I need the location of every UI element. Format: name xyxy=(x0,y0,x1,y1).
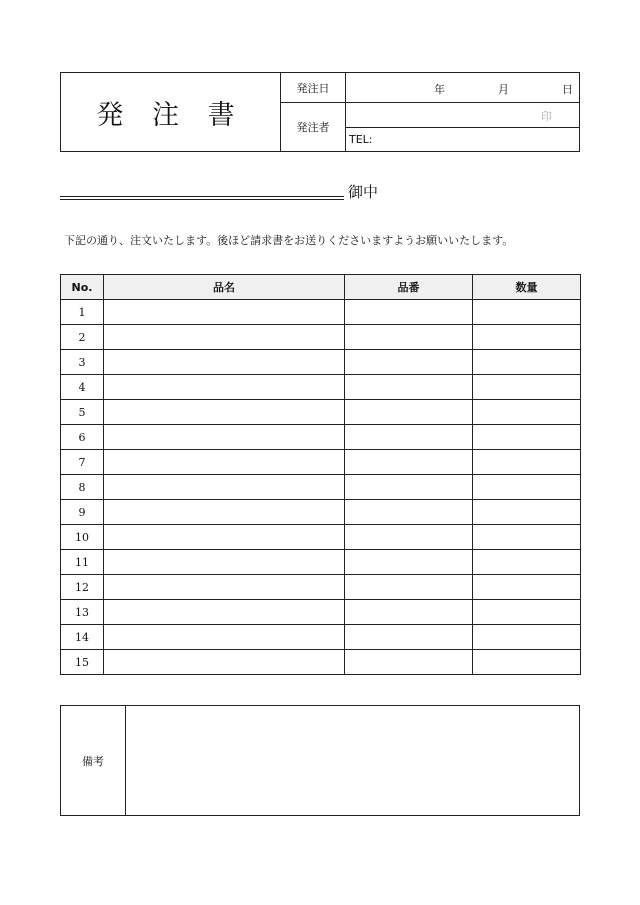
row-number: 3 xyxy=(61,350,104,375)
tel-field[interactable] xyxy=(346,128,579,151)
item-code-cell[interactable] xyxy=(345,625,473,650)
item-name-cell[interactable] xyxy=(104,575,345,600)
document-title: 発 注 書 xyxy=(61,73,281,151)
table-row xyxy=(61,375,581,400)
header-quantity: 数量 xyxy=(473,275,581,300)
item-name-cell[interactable] xyxy=(104,500,345,525)
item-code-cell[interactable] xyxy=(345,500,473,525)
item-code-cell[interactable] xyxy=(345,575,473,600)
item-name-cell[interactable] xyxy=(104,625,345,650)
order-date-field[interactable] xyxy=(346,73,579,103)
item-name-cell[interactable] xyxy=(104,650,345,675)
quantity-cell[interactable] xyxy=(473,400,581,425)
quantity-cell[interactable] xyxy=(473,600,581,625)
item-code-cell[interactable] xyxy=(345,400,473,425)
item-name-cell[interactable] xyxy=(104,450,345,475)
item-name-cell[interactable] xyxy=(104,300,345,325)
item-code-cell[interactable] xyxy=(345,375,473,400)
remarks-field[interactable] xyxy=(126,706,579,815)
item-name-cell[interactable] xyxy=(104,375,345,400)
table-row xyxy=(61,525,581,550)
quantity-cell[interactable] xyxy=(473,650,581,675)
row-number: 14 xyxy=(61,625,104,650)
item-name-cell[interactable] xyxy=(104,325,345,350)
item-name-cell[interactable] xyxy=(104,600,345,625)
table-row xyxy=(61,325,581,350)
intro-message: 下記の通り、注文いたします。後ほど請求書をお送りくださいますようお願いいたします。 xyxy=(64,234,514,247)
item-name-cell[interactable] xyxy=(104,525,345,550)
items-table-body xyxy=(61,300,581,675)
recipient-honorific: 御中 xyxy=(348,183,379,201)
quantity-cell[interactable] xyxy=(473,475,581,500)
quantity-cell[interactable] xyxy=(473,550,581,575)
quantity-cell[interactable] xyxy=(473,450,581,475)
quantity-cell[interactable] xyxy=(473,425,581,450)
seal-mark: 印 xyxy=(541,110,552,123)
quantity-cell[interactable] xyxy=(473,350,581,375)
table-row xyxy=(61,625,581,650)
item-name-cell[interactable] xyxy=(104,350,345,375)
item-code-cell[interactable] xyxy=(345,475,473,500)
header-labels xyxy=(281,73,346,151)
item-code-cell[interactable] xyxy=(345,425,473,450)
table-row xyxy=(61,575,581,600)
quantity-cell[interactable] xyxy=(473,300,581,325)
table-row xyxy=(61,475,581,500)
row-number: 7 xyxy=(61,450,104,475)
orderer-name-field[interactable] xyxy=(346,103,579,128)
table-row xyxy=(61,600,581,625)
order-date-label: 発注日 xyxy=(281,73,345,103)
item-code-cell[interactable] xyxy=(345,525,473,550)
row-number: 12 xyxy=(61,575,104,600)
quantity-cell[interactable] xyxy=(473,375,581,400)
recipient-underline-double xyxy=(60,199,344,200)
order-header xyxy=(60,72,580,152)
table-row xyxy=(61,300,581,325)
table-row xyxy=(61,400,581,425)
item-code-cell[interactable] xyxy=(345,450,473,475)
table-row xyxy=(61,350,581,375)
day-label: 日 xyxy=(562,83,573,96)
quantity-cell[interactable] xyxy=(473,525,581,550)
item-code-cell[interactable] xyxy=(345,325,473,350)
month-label: 月 xyxy=(498,83,509,96)
row-number: 6 xyxy=(61,425,104,450)
item-name-cell[interactable] xyxy=(104,425,345,450)
row-number: 2 xyxy=(61,325,104,350)
row-number: 4 xyxy=(61,375,104,400)
quantity-cell[interactable] xyxy=(473,500,581,525)
quantity-cell[interactable] xyxy=(473,575,581,600)
items-table xyxy=(60,274,581,675)
header-item-name: 品名 xyxy=(104,275,345,300)
orderer-label: 発注者 xyxy=(296,121,330,134)
item-code-cell[interactable] xyxy=(345,600,473,625)
remarks-box xyxy=(60,705,580,816)
year-label: 年 xyxy=(434,83,445,96)
row-number: 8 xyxy=(61,475,104,500)
table-row xyxy=(61,550,581,575)
item-code-cell[interactable] xyxy=(345,650,473,675)
row-number: 10 xyxy=(61,525,104,550)
item-code-cell[interactable] xyxy=(345,350,473,375)
remarks-label: 備考 xyxy=(61,706,126,815)
row-number: 9 xyxy=(61,500,104,525)
item-name-cell[interactable] xyxy=(104,550,345,575)
header-values xyxy=(346,73,579,151)
item-name-cell[interactable] xyxy=(104,400,345,425)
item-name-cell[interactable] xyxy=(104,475,345,500)
item-code-cell[interactable] xyxy=(345,300,473,325)
quantity-cell[interactable] xyxy=(473,325,581,350)
tel-label: TEL: xyxy=(349,133,373,146)
recipient-underline xyxy=(60,196,344,197)
row-number: 1 xyxy=(61,300,104,325)
header-item-code: 品番 xyxy=(345,275,473,300)
row-number: 15 xyxy=(61,650,104,675)
row-number: 5 xyxy=(61,400,104,425)
table-row xyxy=(61,650,581,675)
quantity-cell[interactable] xyxy=(473,625,581,650)
item-code-cell[interactable] xyxy=(345,550,473,575)
row-number: 13 xyxy=(61,600,104,625)
table-row xyxy=(61,450,581,475)
header-no: No. xyxy=(61,275,104,300)
table-header-row xyxy=(61,275,581,300)
table-row xyxy=(61,500,581,525)
row-number: 11 xyxy=(61,550,104,575)
table-row xyxy=(61,425,581,450)
